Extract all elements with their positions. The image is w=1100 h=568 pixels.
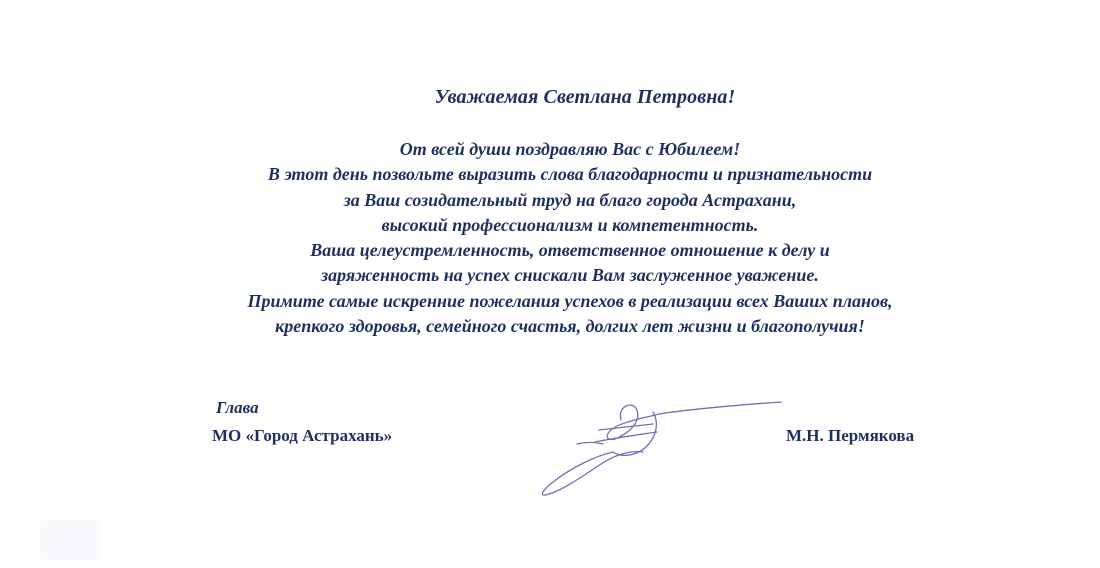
letter-line: высокий профессионализм и компетентность. xyxy=(381,214,759,235)
letter-line: за Ваш созидательный труд на благо города Астрахани, xyxy=(343,189,797,210)
signer-position-line-1: Глава xyxy=(216,398,259,417)
letter-line: Ваша целеустремленность, ответственное отношение к делу и xyxy=(310,240,830,261)
letter-line: заряженность на успех снискали Вам заслуженное уважение. xyxy=(321,265,819,286)
handwritten-signature xyxy=(525,392,795,502)
scan-smudge xyxy=(40,520,100,560)
letter-line: В этот день позвольте выразить слова благодарности и признательности xyxy=(267,164,873,185)
signer-position-line-2: МО «Город Астрахань» xyxy=(212,426,393,445)
letter-line: Примите самые искренние пожелания успехов в реализации всех Ваших планов, xyxy=(247,290,893,311)
letter-line: От всей души поздравляю Вас с Юбилеем! xyxy=(399,139,741,159)
signer-name: М.Н. Пермякова xyxy=(786,426,915,445)
letter-body xyxy=(0,137,1100,339)
letter-line: крепкого здоровья, семейного счастья, долгих лет жизни и благополучия! xyxy=(275,316,865,337)
salutation: Уважаемая Светлана Петровна! xyxy=(434,86,736,108)
